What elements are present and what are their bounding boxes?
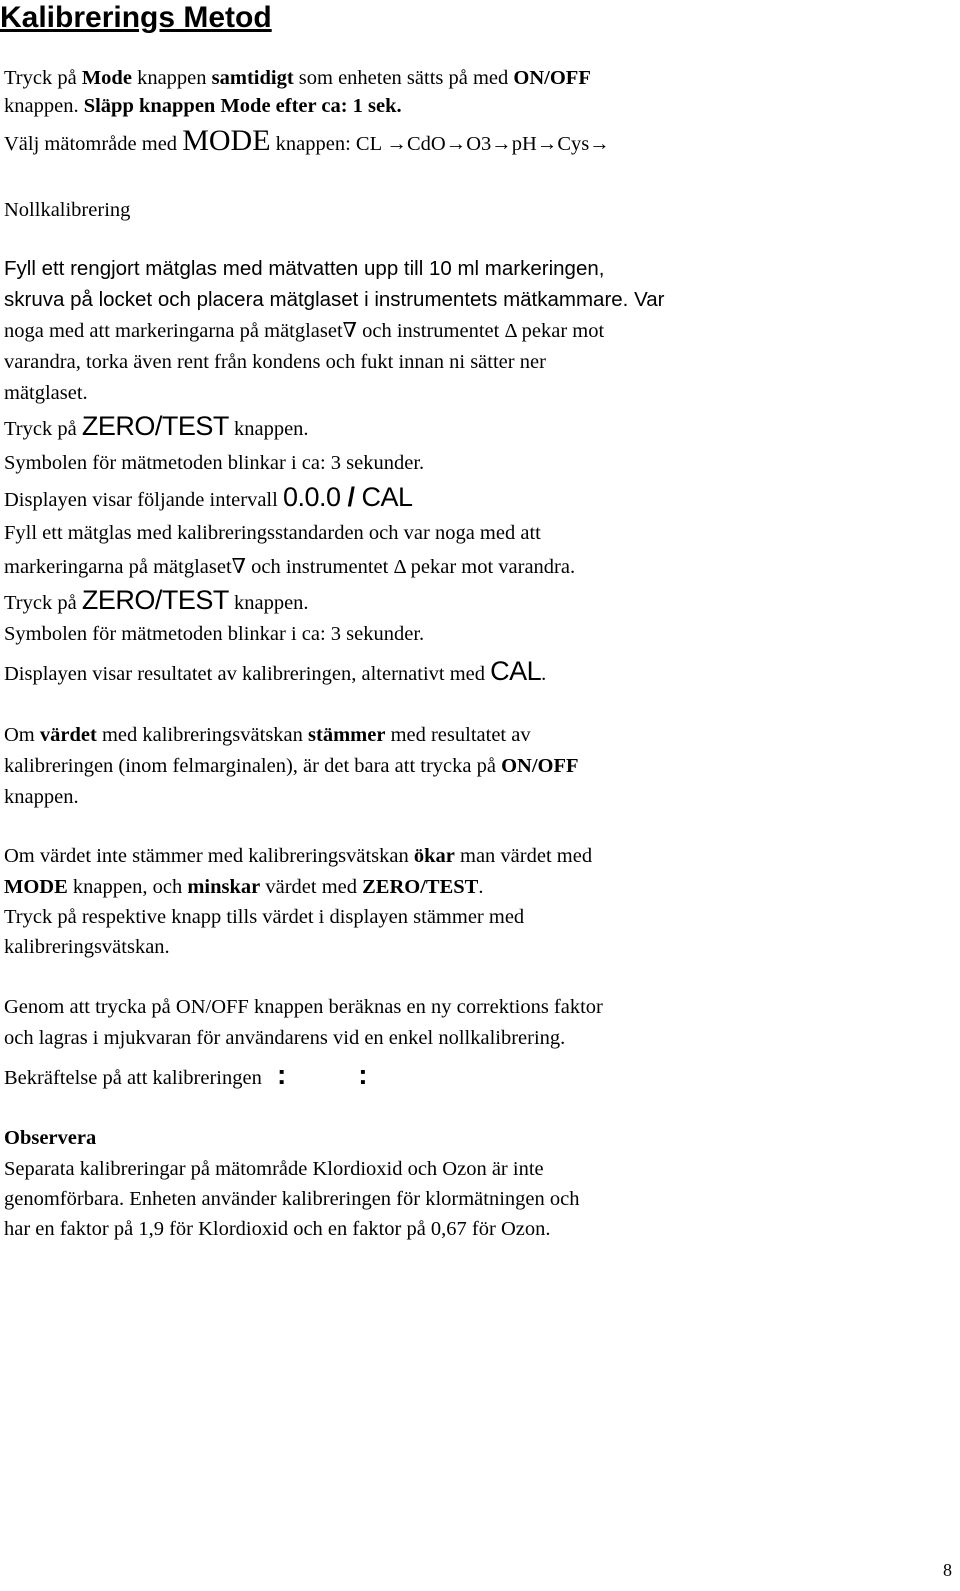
- block3-line-3: knappen.: [4, 786, 79, 808]
- text: Om värdet inte stämmer med kalibreringsvätskan: [4, 845, 414, 867]
- mode-keyword: MODE: [4, 876, 68, 898]
- block1-line-4: varandra, torka även rent från kondens och fukt innan ni sätter ner: [4, 351, 546, 373]
- separator: /: [340, 482, 362, 512]
- mode-sequence: knappen: CL →CdO→O3→pH→Cys→: [270, 133, 610, 155]
- onoff-keyword: ON/OFF: [513, 67, 591, 89]
- colon-mark: :: [358, 1059, 368, 1090]
- block5-line-2: och lagras i mjukvaran för användarens vid en enkel nollkalibrering.: [4, 1027, 566, 1049]
- text: Välj mätområde med: [4, 133, 183, 155]
- text: Tryck på: [4, 592, 82, 614]
- zero-test-label: ZERO/TEST: [81, 585, 229, 615]
- text: kalibreringen (inom felmarginalen), är det bara att trycka på: [4, 755, 502, 777]
- text: Displayen visar följande intervall: [4, 489, 283, 511]
- text: knappen.: [228, 418, 309, 440]
- onoff-keyword: ON/OFF: [501, 755, 579, 777]
- observera-line-1: Separata kalibreringar på mätområde Klordioxid och Ozon är inte: [4, 1158, 544, 1180]
- cal-label: CAL: [361, 482, 413, 512]
- block3-line-1: [4, 722, 531, 748]
- block2-line-5: [4, 658, 546, 687]
- page-number: 8: [943, 1560, 952, 1580]
- mode-label: MODE: [182, 124, 271, 157]
- block2-line-1: Fyll ett mätglas med kalibreringsstandarden och var noga med att: [4, 522, 541, 544]
- block1-line-7: Symbolen för mätmetoden blinkar i ca: 3 sekunder.: [4, 452, 425, 474]
- display-value: 0.0.0: [282, 482, 341, 512]
- block1-line-3: noga med att markeringarna på mätglaset∇ och instrumentet Δ pekar mot: [4, 320, 605, 342]
- observera-line-3: har en faktor på 1,9 för Klordioxid och en faktor på 0,67 för Ozon.: [4, 1218, 551, 1240]
- text: Om: [4, 724, 40, 746]
- text: .: [478, 876, 484, 898]
- block2-line-2: markeringarna på mätglaset∇ och instrumentet Δ pekar mot varandra.: [4, 556, 576, 578]
- colon-mark: :: [276, 1059, 287, 1090]
- block3-line-2: [4, 753, 579, 779]
- block1-line-8: [4, 484, 413, 513]
- block2-line-3: [4, 587, 309, 616]
- okar-keyword: ökar: [413, 845, 455, 867]
- mode-keyword: Mode: [81, 67, 132, 89]
- text: knappen.: [4, 95, 84, 117]
- text: Tryck på: [4, 67, 82, 89]
- block1-line-1: Fyll ett rengjort mätglas med mätvatten upp till 10 ml markeringen,: [4, 257, 605, 280]
- text: knappen.: [228, 592, 309, 614]
- observera-line-2: genomförbara. Enheten använder kalibreringen för klormätningen och: [4, 1188, 580, 1210]
- text: som enheten sätts på med: [293, 67, 514, 89]
- block4-line-2: [4, 874, 483, 900]
- text: med resultatet av: [385, 724, 531, 746]
- block5-line-1: Genom att trycka på ON/OFF knappen beräknas en ny correktions faktor: [4, 996, 603, 1018]
- zero-test-keyword: ZERO/TEST: [362, 876, 479, 898]
- cal-label: CAL: [490, 656, 542, 686]
- block4-line-3: Tryck på respektive knapp tills värdet i displayen stämmer med: [4, 906, 525, 928]
- block5-line-3: [4, 1059, 368, 1091]
- intro-line-2: [4, 93, 402, 119]
- block4-line-4: kalibreringsvätskan.: [4, 936, 170, 958]
- text: .: [541, 663, 547, 685]
- release-instruction: Släpp knappen Mode efter ca: 1 sek.: [83, 95, 402, 117]
- intro-line-3: [4, 124, 610, 157]
- section-heading-nollkalibrering: Nollkalibrering: [4, 199, 131, 221]
- text: knappen: [131, 67, 212, 89]
- text: man värdet med: [454, 845, 593, 867]
- page-title: Kalibrerings Metod: [0, 1, 272, 34]
- minskar-keyword: minskar: [187, 876, 261, 898]
- text: Tryck på: [4, 418, 82, 440]
- text: värdet med: [260, 876, 363, 898]
- text: knappen, och: [67, 876, 188, 898]
- block1-line-5: mätglaset.: [4, 382, 88, 404]
- block2-line-4: Symbolen för mätmetoden blinkar i ca: 3 sekunder.: [4, 623, 425, 645]
- vardet-keyword: värdet: [39, 724, 97, 746]
- zero-test-label: ZERO/TEST: [81, 411, 229, 441]
- observera-heading: Observera: [4, 1127, 97, 1149]
- intro-line-1: [4, 65, 591, 91]
- text: Displayen visar resultatet av kalibreringen, alternativt med: [4, 663, 491, 685]
- block1-line-2: skruva på locket och placera mätglaset i instrumentets mätkammare. Var: [4, 288, 665, 311]
- block1-line-6: [4, 413, 309, 442]
- text: med kalibreringsvätskan: [96, 724, 309, 746]
- samtidigt-keyword: samtidigt: [211, 67, 294, 89]
- block4-line-1: [4, 843, 592, 869]
- text: Bekräftelse på att kalibreringen: [4, 1067, 267, 1089]
- stammer-keyword: stämmer: [308, 724, 386, 746]
